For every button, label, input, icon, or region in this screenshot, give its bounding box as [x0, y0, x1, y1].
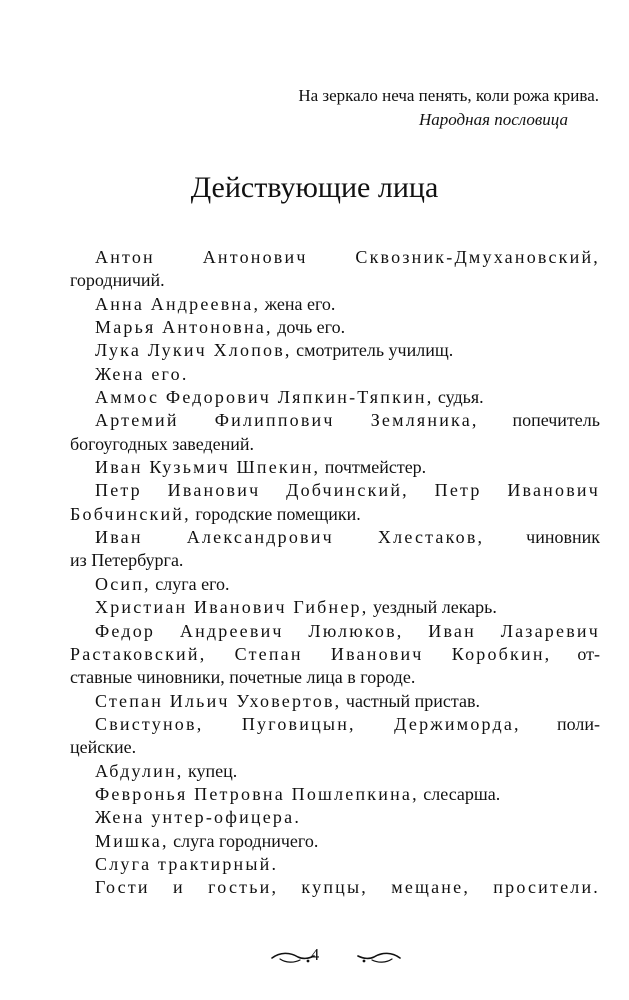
character-description: частный пристав. [341, 690, 480, 711]
character-name: Иван Александрович Хлестаков, [95, 527, 485, 548]
cast-entry [70, 830, 600, 853]
character-name: Христиан Иванович Гибнер, [95, 597, 369, 618]
character-name: Федор Андреевич Люлюков, Иван Лазаревич [95, 620, 600, 641]
character-name: Февронья Петровна Пошлепкина, [95, 783, 419, 804]
page-title: Действующие лица [190, 171, 439, 204]
character-name: Артемий Филиппович Земляника, [95, 410, 479, 431]
character-description: слесарша. [418, 783, 501, 804]
character-name: Гости и гостьи, купцы, мещане, просители. [95, 877, 600, 898]
character-description: от- [551, 643, 600, 664]
character-description: смотритель училищ. [291, 340, 454, 361]
character-description: слуга его. [150, 573, 230, 594]
character-name: Жена унтер-офицера. [95, 807, 302, 828]
character-name: Анна Андреевна, [95, 293, 261, 314]
character-description: чиновник [484, 527, 600, 548]
character-name: Абдулин, [95, 760, 184, 781]
cast-entry [70, 246, 600, 293]
character-name: Лука Лукич Хлопов, [95, 340, 292, 361]
character-description-cont: богоугодных заведений. [70, 433, 254, 454]
character-description-cont: ставные чиновники, почетные лица в городе. [70, 667, 416, 688]
cast-entry [70, 409, 600, 456]
cast-entry [70, 479, 600, 526]
character-description: уездный лекарь. [368, 597, 497, 618]
cast-entry [70, 713, 600, 760]
character-description: городничий. [70, 270, 165, 291]
character-name: Марья Антоновна, [95, 317, 273, 338]
cast-entry [70, 760, 600, 783]
cast-entry [70, 853, 600, 876]
character-name: Слуга трактирный. [95, 853, 279, 874]
character-name: Аммос Федорович Ляпкин-Тяпкин, [95, 387, 434, 408]
flourish-right-icon [356, 950, 402, 966]
character-description: судья. [433, 387, 484, 408]
character-name-cont: Бобчинский, [70, 503, 191, 524]
cast-entry [70, 876, 600, 899]
character-name-cont: Растаковский, Степан Иванович Коробкин, [70, 643, 552, 664]
cast-entry [70, 573, 600, 596]
character-name: Иван Кузьмич Шпекин, [95, 457, 321, 478]
character-description: слуга городничего. [168, 830, 319, 851]
character-description: жена его. [260, 293, 336, 314]
cast-entry [70, 806, 600, 829]
cast-entry [70, 339, 600, 362]
character-description: дочь его. [272, 317, 346, 338]
cast-entry [70, 783, 600, 806]
cast-entry [70, 690, 600, 713]
epigraph-quote: На зеркало неча пенять, коли рожа крива. [298, 86, 599, 105]
character-description-cont: из Петербурга. [70, 550, 184, 571]
character-description: попечитель [478, 410, 600, 431]
cast-list [70, 246, 600, 900]
page-number: 4 [310, 945, 320, 964]
cast-entry [70, 620, 600, 690]
cast-entry [70, 526, 600, 573]
epigraph [298, 84, 599, 132]
character-name: Осип, [95, 573, 151, 594]
epigraph-source: Народная пословица [419, 110, 568, 129]
character-description: купец. [183, 760, 238, 781]
character-name: Степан Ильич Уховертов, [95, 690, 342, 711]
cast-entry [70, 363, 600, 386]
character-name: Мишка, [95, 830, 169, 851]
cast-entry [70, 386, 600, 409]
character-description-cont: цейские. [70, 737, 137, 758]
character-name: Свистунов, Пуговицын, Держиморда, [95, 713, 521, 734]
character-description: почтмейстер. [320, 457, 427, 478]
character-name: Жена его. [95, 363, 189, 384]
character-name: Петр Иванович Добчинский, Петр Иванович [95, 480, 600, 501]
cast-entry [70, 596, 600, 619]
character-description: поли- [520, 713, 600, 734]
cast-entry [70, 456, 600, 479]
character-name: Антон Антонович Сквозник-Дмухановский, [95, 247, 600, 267]
cast-entry [70, 293, 600, 316]
character-description: городские помещики. [190, 503, 361, 524]
page-footer [0, 944, 629, 972]
cast-entry [70, 316, 600, 339]
